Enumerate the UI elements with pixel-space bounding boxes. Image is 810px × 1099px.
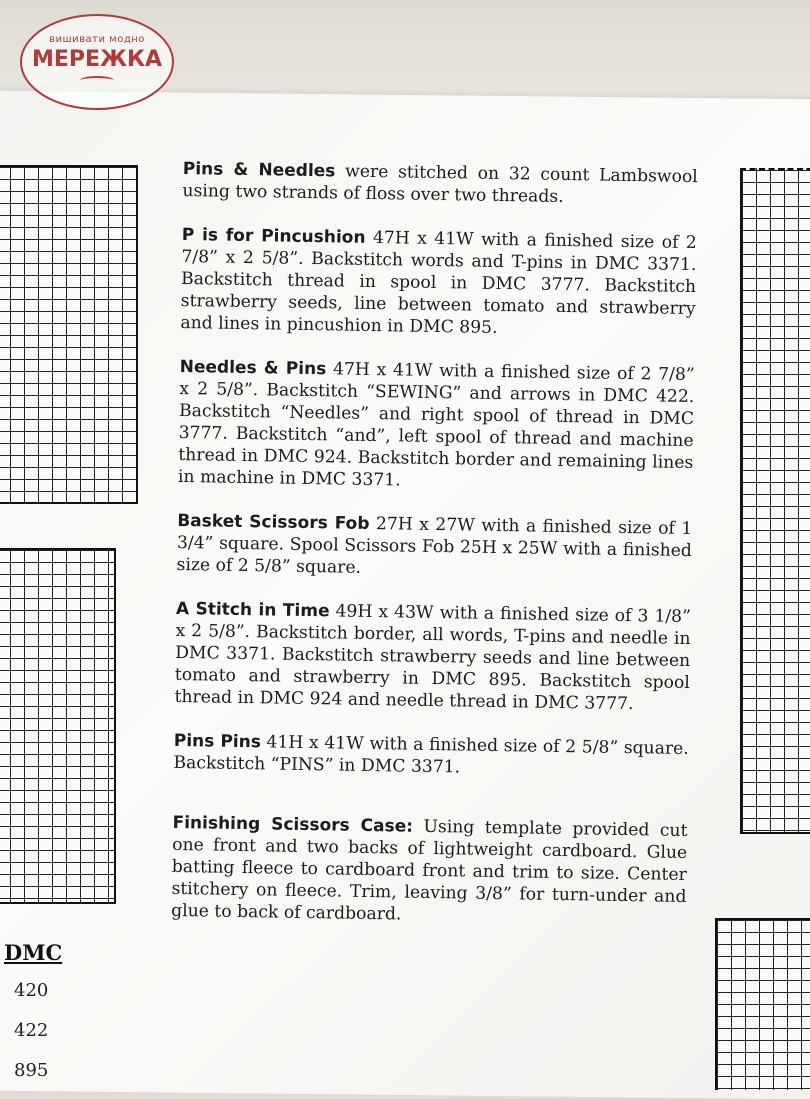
thread-skein-icon: [80, 76, 114, 85]
logo-tagline: вишивати модно: [49, 34, 145, 45]
finishing-title: Finishing Scissors Case:: [172, 812, 414, 837]
paragraph-text: were stitched on 32 count Lambswool using two strands of floss over two threads.: [182, 161, 698, 207]
dmc-color-number: 895: [14, 1060, 49, 1081]
paragraph-title: Needles & Pins: [179, 356, 327, 380]
cross-stitch-chart-right-top: [740, 168, 810, 834]
dmc-color-number: 422: [14, 1020, 49, 1041]
paragraph-text: 41H x 41W with a finished size of 2 5/8” square. Backstitch “PINS” in DMC 3371.: [173, 732, 689, 778]
instructions-column: [171, 158, 698, 952]
finishing-paragraph: [171, 812, 688, 930]
paragraph-text: 47H x 41W with a finished size of 2 7/8” x 2 5/8”. Backstitch words and T-pins in DMC 3371. Backstitch thread in spool in DMC 3777. Backstitch strawberry seeds, line between tomato and strawberry and lines in pincushion in DMC 895.: [180, 227, 697, 338]
paragraph-title: A Stitch in Time: [175, 598, 330, 622]
cross-stitch-chart-left-bottom: [0, 548, 116, 904]
logo-brand: МЕРЕЖКА: [31, 47, 162, 72]
instruction-paragraph: [173, 730, 689, 782]
cross-stitch-chart-left-top: [0, 165, 138, 504]
dmc-legend-header: DMC: [4, 940, 63, 965]
cross-stitch-chart-right-bottom: [715, 918, 810, 1090]
paragraph-title: P is for Pincushion: [181, 224, 366, 248]
dmc-color-number: 420: [14, 980, 49, 1001]
paragraph-text: 47H x 41W with a finished size of 2 7/8” x 2 5/8”. Backstitch “SEWING” and arrows in DMC 422. Backstitch “Needles” and right spool of thread in DMC 3777. Backstitch “and”, left spool of thread and machine thread in DMC 924. Backstitch border and remaining lines in machine in DMC 3371.: [177, 359, 695, 491]
paragraph-title: Basket Scissors Fob: [177, 510, 370, 534]
instruction-paragraph: [174, 598, 691, 716]
finishing-text: Using template provided cut one front and two backs of lightweight cardboard. Glue batting fleece to cardboard front and trim to size. Center stitchery on fleece. Trim, leaving 3/8” for turn-under and glue to back of cardboard.: [171, 816, 688, 925]
paragraph-text: 27H x 27W with a finished size of 1 3/4” square. Spool Scissors Fob 25H x 25W with a finished size of 2 5/8” square.: [176, 513, 693, 578]
paragraph-title: Pins Pins: [173, 730, 262, 753]
paragraph-text: 49H x 43W with a finished size of 3 1/8” x 2 5/8”. Backstitch border, all words, T-pins and needle in DMC 3371. Backstitch strawberry seeds and line between tomato and strawberry in DMC 895. Backstitch spool thread in DMC 924 and needle thread in DMC 3777.: [174, 601, 692, 715]
paragraph-title: Pins & Needles: [182, 158, 336, 182]
brand-logo: [20, 14, 174, 110]
instruction-paragraph: [176, 510, 692, 584]
instruction-paragraph: [180, 224, 697, 342]
instruction-paragraph: [178, 356, 695, 496]
instruction-paragraph: [182, 158, 698, 210]
